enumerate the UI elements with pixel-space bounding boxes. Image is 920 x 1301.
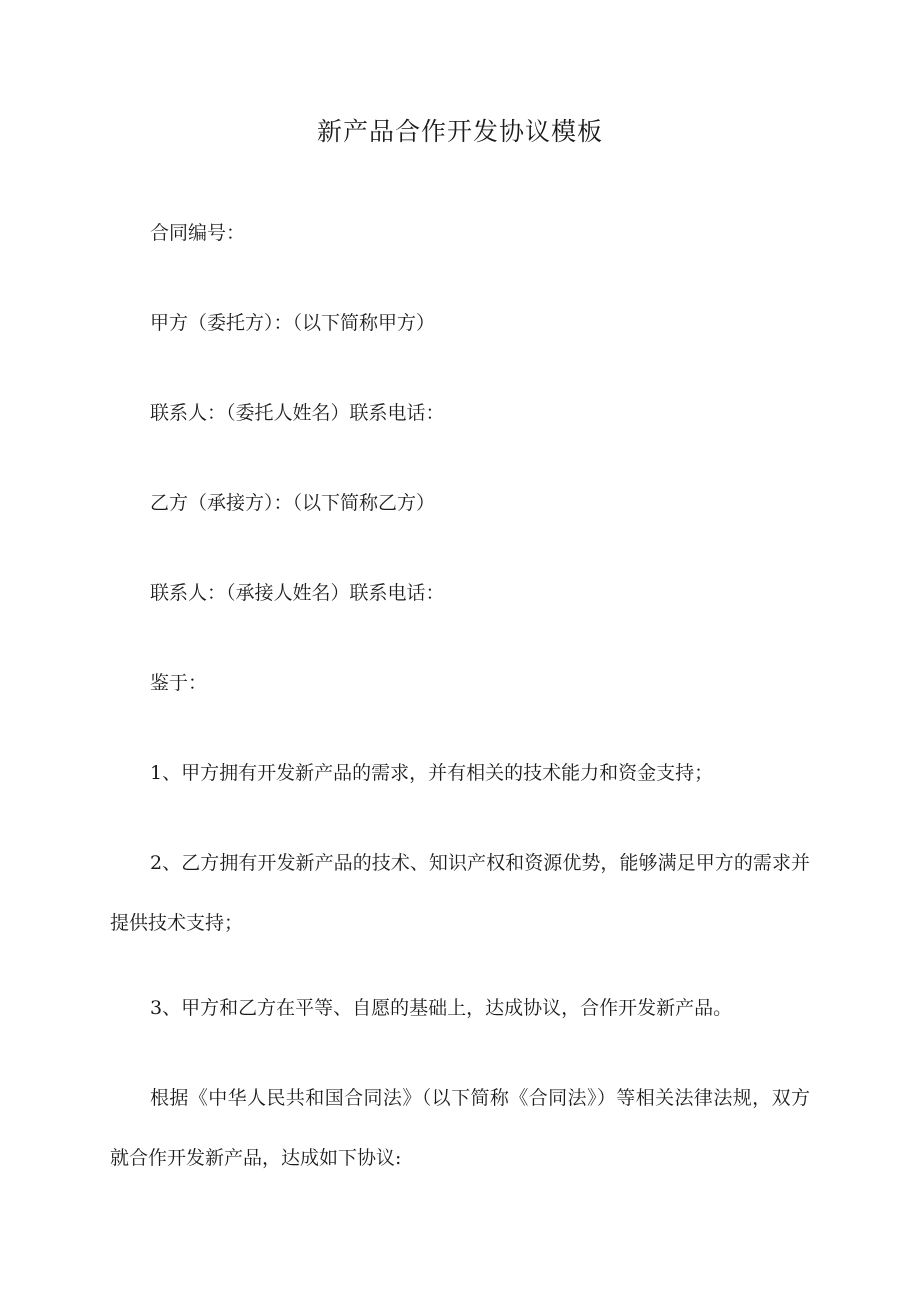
party-b-contact-line: 联系人：（承接人姓名）联系电话：: [150, 582, 445, 604]
party-a-line: 甲方（委托方）：（以下简称甲方）: [150, 312, 436, 334]
whereas-item-1: 1、甲方拥有开发新产品的需求，并有相关的技术能力和资金支持；: [150, 762, 714, 784]
party-a-contact-line: 联系人：（委托人姓名）联系电话：: [150, 402, 445, 424]
whereas-heading: 鉴于：: [150, 672, 208, 694]
whereas-item-3: 3、甲方和乙方在平等、自愿的基础上，达成协议，合作开发新产品。: [150, 997, 733, 1019]
document-title: 新产品合作开发协议模板: [316, 117, 603, 146]
legal-basis-paragraph: 根据《中华人民共和国合同法》（以下简称《合同法》）等相关法律法规，双方就合作开发新产品，达成如下协议:: [110, 1087, 810, 1169]
whereas-item-2: 2、乙方拥有开发新产品的技术、知识产权和资源优势，能够满足甲方的需求并提供技术支持；: [110, 852, 810, 934]
contract-number-line: 合同编号：: [150, 222, 246, 244]
party-b-line: 乙方（承接方）：（以下简称乙方）: [150, 492, 436, 514]
